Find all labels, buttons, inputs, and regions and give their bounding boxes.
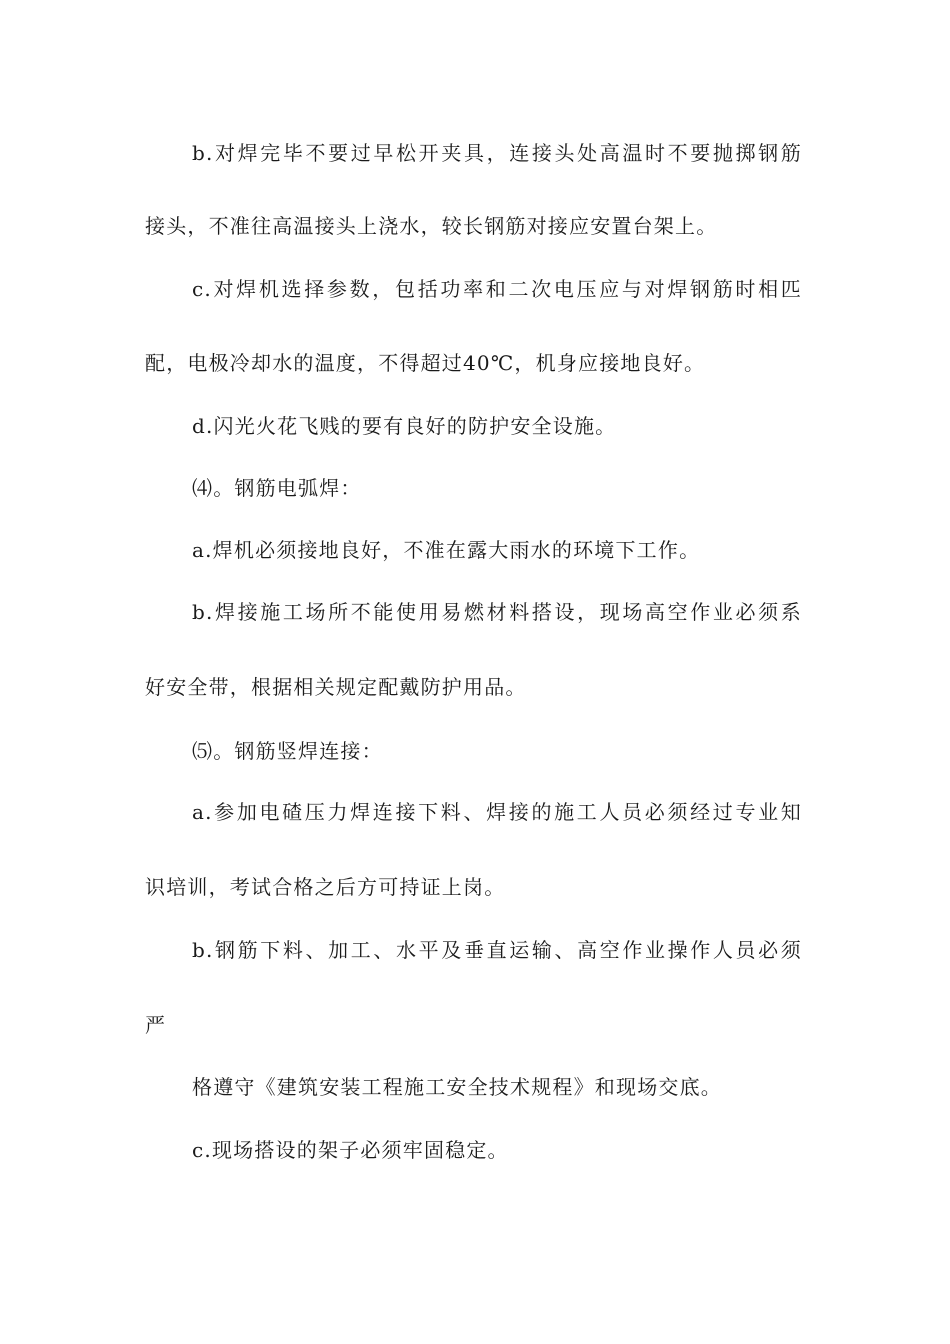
paragraph-line: 接头，不准往高温接头上浇水，较长钢筋对接应安置台架上。 xyxy=(145,214,718,238)
paragraph-line: b.钢筋下料、加工、水平及垂直运输、高空作业操作人员必须 xyxy=(192,938,802,962)
paragraph-line: 严 xyxy=(145,1013,167,1037)
section-heading: ⑷。钢筋电弧焊： xyxy=(192,476,362,500)
paragraph-line: 配，电极冷却水的温度，不得超过40℃，机身应接地良好。 xyxy=(145,351,706,375)
paragraph-line: a.焊机必须接地良好，不准在露大雨水的环境下工作。 xyxy=(192,538,701,562)
paragraph-line: b.对焊完毕不要过早松开夹具，连接头处高温时不要抛掷钢筋 xyxy=(192,141,802,165)
paragraph-line: c.现场搭设的架子必须牢固稳定。 xyxy=(192,1138,509,1162)
paragraph-line: 好安全带，根据相关规定配戴防护用品。 xyxy=(145,675,527,699)
paragraph-line: d.闪光火花飞贱的要有良好的防护安全设施。 xyxy=(192,414,617,438)
paragraph-line: 格遵守《建筑安装工程施工安全技术规程》和现场交底。 xyxy=(192,1075,722,1099)
paragraph-line: a.参加电碴压力焊连接下料、焊接的施工人员必须经过专业知 xyxy=(192,800,802,824)
section-heading: ⑸。钢筋竖焊连接： xyxy=(192,739,383,763)
paragraph-line: 识培训，考试合格之后方可持证上岗。 xyxy=(145,875,506,899)
paragraph-line: b.焊接施工场所不能使用易燃材料搭设，现场高空作业必须系 xyxy=(192,600,802,624)
paragraph-line: c.对焊机选择参数，包括功率和二次电压应与对焊钢筋时相匹 xyxy=(192,277,802,301)
